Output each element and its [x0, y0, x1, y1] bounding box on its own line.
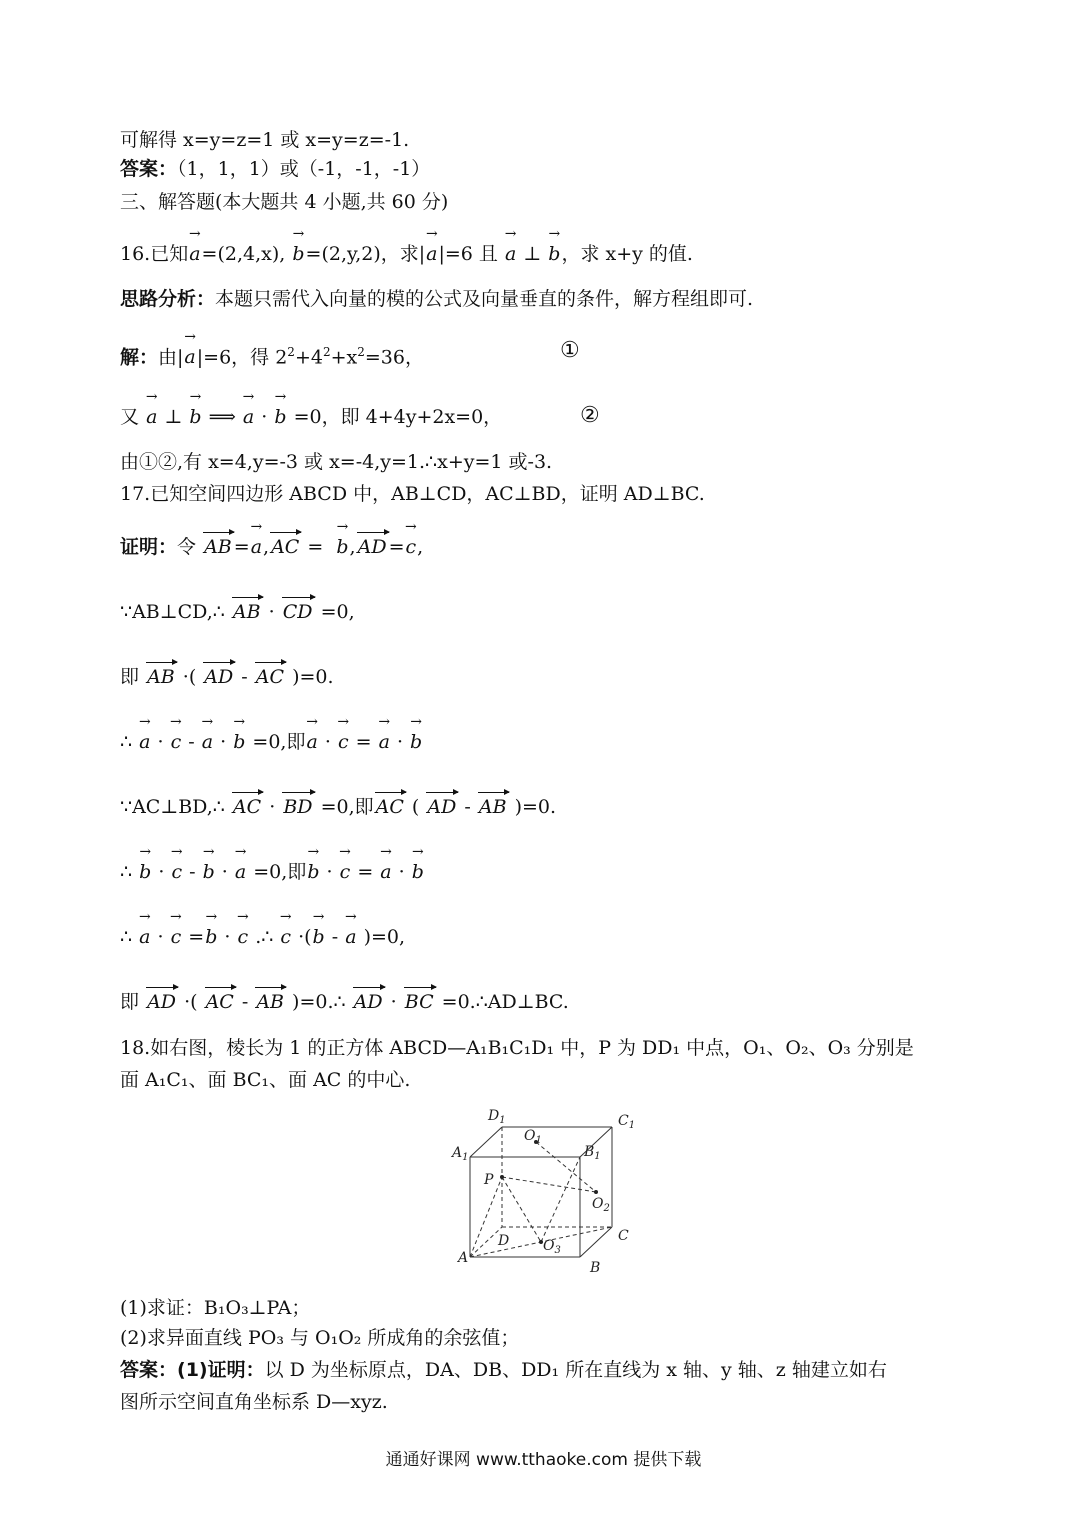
q16-text: ⊥ [523, 243, 542, 265]
proof-text: ·( [182, 666, 197, 688]
text-line: 可解得 x=y=z=1 或 x=y=z=-1. [120, 129, 410, 151]
label-O3: $O_3$ [543, 1238, 561, 1256]
vector-a: → a [504, 242, 517, 266]
question-18-line-1: 18.如右图，棱长为 1 的正方体 ABCD—A₁B₁C₁D₁ 中，P 为 DD₁ 中点，O₁、O₂、O₃ 分别是 [120, 1037, 914, 1059]
vector-CD: CD [282, 601, 313, 623]
proof-text: =0,即 [252, 731, 306, 753]
vector-a: → a [145, 405, 158, 429]
vector-b: → b [204, 925, 218, 949]
q16-text: ，求 x+y 的值. [561, 243, 693, 265]
solution-text: =36， [364, 346, 424, 369]
vector-AD: AD [147, 991, 177, 1013]
vector-c: → c [170, 925, 183, 949]
vector-AC: AC [205, 991, 234, 1013]
q16-text: =(2,4,x), [201, 243, 286, 265]
solution-text: ⊥ [164, 406, 183, 428]
solution-text: |=6，得 2 [196, 346, 288, 369]
proof-line-5: ∴ → b · → c - → b · → a =0,即→ b · → c = → a · → b [120, 860, 425, 884]
equation-mark-2: ② [580, 403, 600, 428]
vector-a: → a [425, 242, 438, 266]
solution-label: 解： [120, 346, 159, 369]
question-18-answer [120, 1358, 887, 1382]
proof-text: ∵AC⊥BD,∴ [120, 796, 225, 818]
vector-a: → a [234, 860, 247, 884]
cube-figure [440, 1100, 650, 1280]
vector-b: → b [291, 242, 305, 266]
vector-a: → a [201, 730, 214, 754]
vector-AB: AB [478, 796, 507, 818]
proof-line-4: ∵AC⊥BD,∴ AC · BD =0,即 AC ( AD - AB )=0. [120, 796, 557, 818]
label-B1: $B_1$ [584, 1144, 601, 1162]
proof-text: ∵AB⊥CD,∴ [120, 601, 225, 623]
proof-text: 令 [177, 536, 197, 558]
proof-line-6: ∴ → a · → c =→ b · → c .∴ → c ·(→ b - → a )=0, [120, 925, 405, 949]
analysis-text: 本题只需代入向量的模的公式及向量垂直的条件，解方程组即可. [215, 288, 754, 310]
proof-line-7: 即 AD ·( AC - AB )=0.∴ AD · BC =0.∴AD⊥BC. [120, 991, 569, 1013]
answer-line [120, 157, 430, 181]
vector-AC: AC [232, 796, 262, 818]
proof-text: )=0. [514, 796, 557, 818]
analysis-line [120, 287, 753, 311]
vector-b: → b [306, 860, 320, 884]
proof-label: 证明： [120, 536, 178, 558]
label-P: P [484, 1172, 494, 1188]
question-18-sub-2: (2)求异面直线 PO₃ 与 O₁O₂ 所成角的余弦值； [120, 1327, 520, 1349]
point-O2 [594, 1190, 598, 1194]
vector-BC: BC [404, 991, 434, 1013]
vector-AC: AC [375, 796, 404, 818]
proof-text: =0.∴AD⊥BC. [441, 991, 569, 1013]
vector-BD: BD [283, 796, 313, 818]
vector-b: → b [312, 925, 326, 949]
label-A1: $A_1$ [452, 1145, 469, 1163]
vector-a: → a [188, 242, 201, 266]
label-C: C [618, 1228, 629, 1244]
cube-edge [470, 1127, 502, 1157]
proof-text: =0, [320, 601, 355, 623]
solution-text: ⟹ [208, 406, 236, 428]
analysis-label: 思路分析： [120, 288, 216, 310]
proof-line-1: ∵AB⊥CD,∴ AB · CD =0, [120, 601, 355, 623]
vector-c: → c [404, 535, 417, 559]
equation-mark-1: ① [560, 338, 580, 363]
proof-text: =0,即 [320, 796, 374, 818]
vector-AB: AB [204, 536, 232, 558]
label-A: A [458, 1250, 469, 1266]
question-18-line-2: 面 A₁C₁、面 BC₁、面 AC 的中心. [120, 1069, 411, 1091]
vector-a: → a [378, 730, 391, 754]
vector-a: → a [138, 925, 151, 949]
label-C1: $C_1$ [618, 1113, 636, 1131]
vector-a: → a [344, 925, 357, 949]
vector-b: → b [232, 730, 246, 754]
label-B: B [590, 1260, 601, 1276]
solution-line-1: 解：由|→ a|=6，得 $2^2+4^2+x^2=36$， [120, 340, 424, 369]
footer: 通通好课网 www.tthaoke.com 提供下载 [385, 1450, 702, 1470]
vector-b: → b [335, 535, 349, 559]
vector-b: → b [409, 730, 423, 754]
vector-a: → a [242, 405, 255, 429]
solution-text: =0，即 4+4y+2x=0， [293, 406, 503, 428]
label-D: D [498, 1233, 510, 1249]
vector-AD: AD [357, 536, 387, 558]
q16-text: =(2,y,2)，求| [305, 243, 426, 265]
section-heading: 三、解答题(本大题共 4 小题,共 60 分) [120, 191, 449, 213]
cube-edge [580, 1227, 612, 1257]
question-18-answer-2: 图所示空间直角坐标系 D—xyz. [120, 1391, 388, 1413]
question-17-stem: 17.已知空间四边形 ABCD 中，AB⊥CD，AC⊥BD，证明 AD⊥BC. [120, 483, 705, 505]
vector-AD: AD [353, 991, 383, 1013]
question-18-sub-1: (1)求证：B₁O₃⊥PA； [120, 1297, 311, 1319]
proof-text: 即 [120, 991, 140, 1013]
solution-text: +x [330, 346, 358, 369]
vector-c: → c [170, 860, 183, 884]
solution-text: 又 [120, 406, 140, 428]
proof-line-3: ∴ → a · → c - → a · → b =0,即→ a · → c = → a · → b [120, 730, 423, 754]
vector-AD: AD [427, 796, 457, 818]
vector-a: → a [379, 860, 392, 884]
vector-AC: AC [255, 666, 285, 688]
vector-b: → b [411, 860, 425, 884]
proof-line-2: 即 AB ·( AD - AC )=0. [120, 666, 334, 688]
answer-label: 答案： [120, 158, 178, 180]
answer-text: （1，1，1）或（-1，-1，-1） [177, 158, 431, 180]
solution-text: · [261, 406, 268, 428]
vector-c: → c [170, 730, 183, 754]
vector-c: → c [339, 860, 352, 884]
vector-a: → a [183, 345, 196, 369]
vector-c: → c [337, 730, 350, 754]
vector-a: → a [250, 535, 263, 559]
vector-AD: AD [204, 666, 234, 688]
vector-b: → b [188, 405, 202, 429]
point-P [500, 1175, 504, 1179]
vector-b: → b [202, 860, 216, 884]
vector-AB: AB [256, 991, 285, 1013]
solution-line-3: 由①②,有 x=4,y=-3 或 x=-4,y=1.∴x+y=1 或-3. [120, 451, 553, 473]
vector-c: → c [279, 925, 292, 949]
vector-AC: AC [271, 536, 300, 558]
proof-label: (1)证明： [177, 1359, 265, 1381]
proof-line-0: 证明：令 AB =→ a, AC = → b, AD =→ c, [120, 535, 423, 559]
solution-line-2 [120, 405, 502, 429]
q16-text: |=6 且 [438, 243, 498, 265]
solution-text: +4 [294, 346, 323, 369]
vector-AB: AB [232, 601, 261, 623]
question-16-stem [120, 242, 693, 266]
q16-text: 16.已知 [120, 243, 189, 265]
vector-a: → a [138, 730, 151, 754]
proof-text: )=0. [292, 666, 334, 688]
label-O1: $O_1$ [524, 1128, 542, 1146]
vector-c: → c [237, 925, 250, 949]
vector-a: → a [305, 730, 318, 754]
vector-b: → b [273, 405, 287, 429]
segment-O3B1 [541, 1157, 580, 1242]
proof-text: =0,即 [253, 861, 307, 883]
vector-b: → b [547, 242, 561, 266]
label-O2: $O_2$ [592, 1196, 610, 1214]
proof-text: 即 [120, 666, 140, 688]
answer-text: 以 D 为坐标原点，DA、DB、DD₁ 所在直线为 x 轴、y 轴、z 轴建立如右 [264, 1359, 887, 1381]
label-D1: $D_1$ [488, 1108, 506, 1126]
vector-AB: AB [147, 666, 175, 688]
vector-b: → b [138, 860, 152, 884]
solution-text: 由| [158, 346, 184, 369]
answer-label: 答案： [120, 1359, 178, 1381]
segment-PO2 [502, 1177, 596, 1192]
